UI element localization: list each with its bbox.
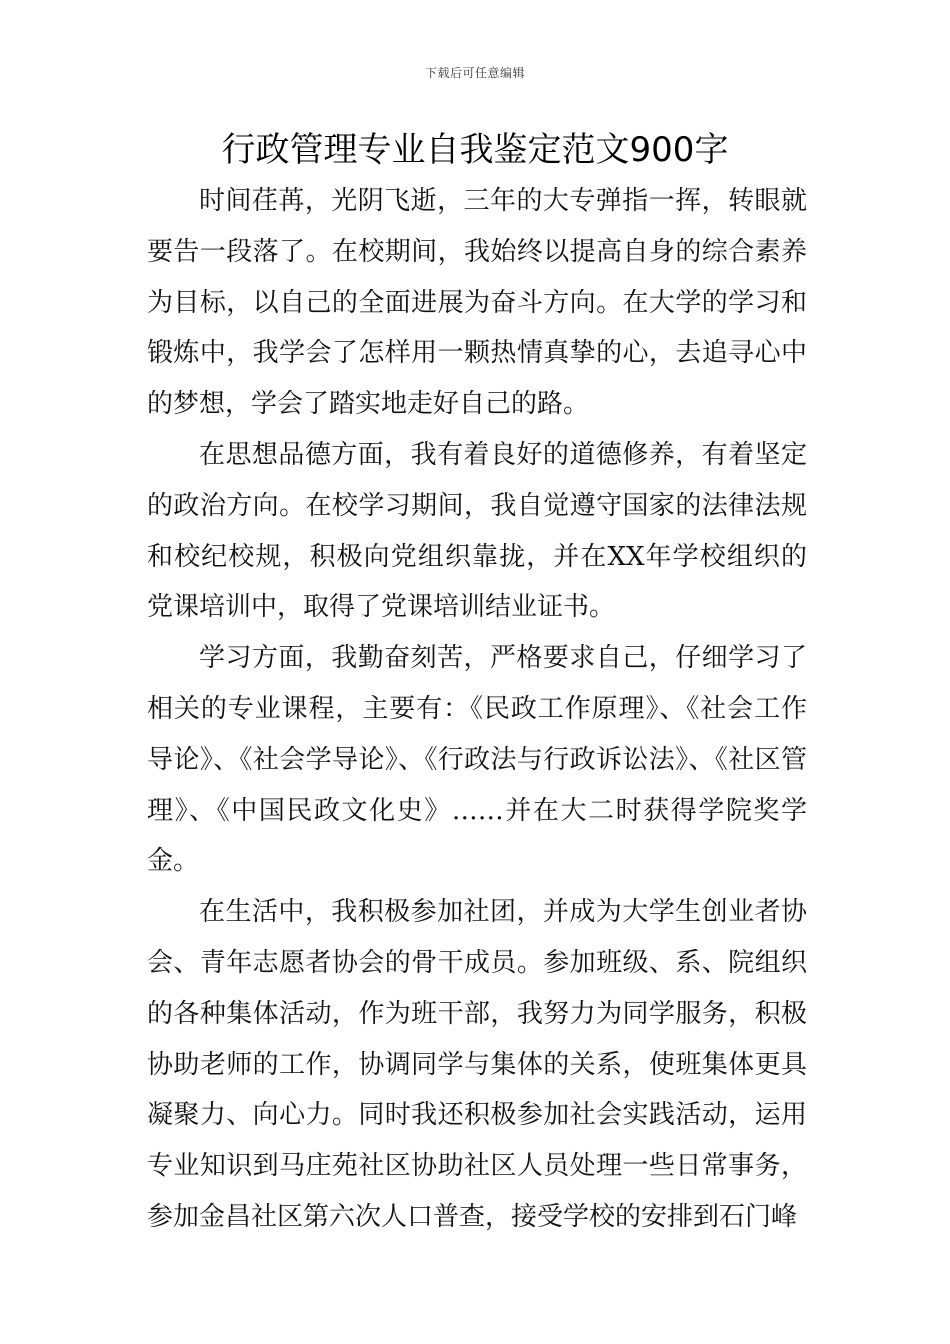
paragraph-2: 在思想品德方面，我有着良好的道德修养，有着坚定的政治方向。在校学习期间，我自觉遵守国家的法律法规和校纪校规，积极向党组织靠拢，并在XX年学校组织的党课培训中，取得了党课培训结业证书。: [147, 439, 807, 623]
document-body: [147, 176, 807, 1243]
paragraph-3: 学习方面，我勤奋刻苦，严格要求自己，仔细学习了相关的专业课程，主要有：《民政工作原理》、《社会工作导论》、《社会学导论》、《行政法与行政诉讼法》、《社区管理》、《中国民政文化史》……并在大二时获得学院奖学金。: [147, 643, 807, 877]
paragraph-1: 时间荏苒，光阴飞逝，三年的大专弹指一挥，转眼就要告一段落了。在校期间，我始终以提高自身的综合素养为目标，以自己的全面进展为奋斗方向。在大学的学习和锻炼中，我学会了怎样用一颗热情真挚的心，去追寻心中的梦想，学会了踏实地走好自己的路。: [147, 186, 807, 420]
header-note: 下载后可任意编辑: [424, 66, 525, 80]
paragraph-4: 在生活中，我积极参加社团，并成为大学生创业者协会、青年志愿者协会的骨干成员。参加班级、系、院组织的各种集体活动，作为班干部，我努力为同学服务，积极协助老师的工作，协调同学与集体的关系，使班集体更具凝聚力、向心力。同时我还积极参加社会实践活动，运用专业知识到马庄苑社区协助社区人员处理一些日常事务，参加金昌社区第六次人口普查，接受学校的安排到石门峰: [147, 897, 807, 1232]
document-title: 行政管理专业自我鉴定范文900字: [221, 130, 729, 170]
